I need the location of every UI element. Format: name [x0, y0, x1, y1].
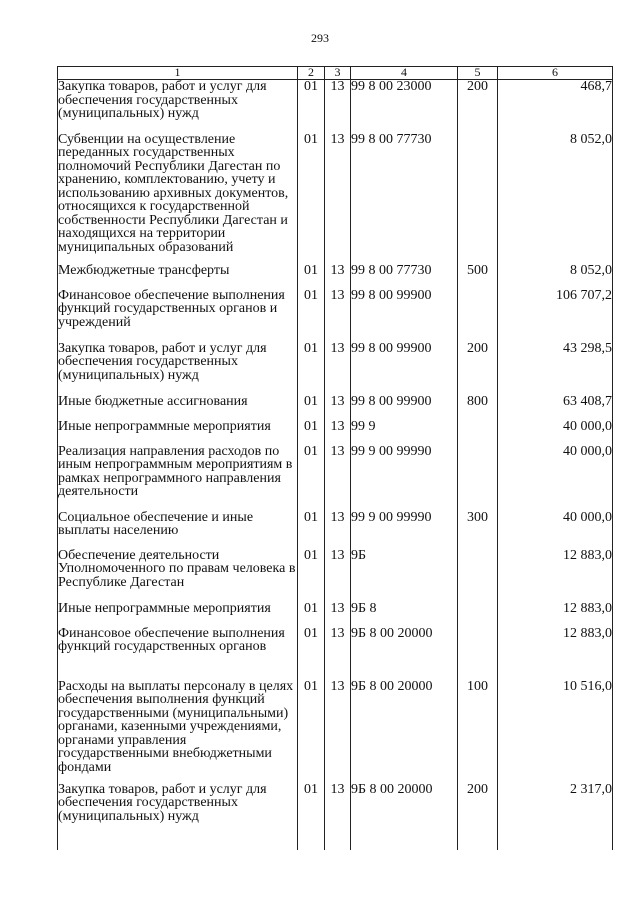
- subsection-code: 13: [325, 511, 351, 549]
- expense-type: 300: [458, 511, 498, 549]
- section-code: 01: [298, 289, 325, 342]
- table-row: [58, 511, 613, 549]
- row-name: Иные непрограммные мероприятия: [58, 602, 298, 627]
- expense-type: 100: [458, 680, 498, 783]
- subsection-code: 13: [325, 289, 351, 342]
- subsection-code: 13: [325, 420, 351, 445]
- subsection-code: 13: [325, 549, 351, 602]
- row-name: Финансовое обеспечение выполнения функций государственных органов: [58, 627, 298, 680]
- row-name: Расходы на выплаты персоналу в целях обеспечения выполнения функций государственными (муниципальными) органами, казенными учреждениями, органами управления государственными внебюджетными фондами: [58, 680, 298, 783]
- amount: 8 052,0: [498, 264, 613, 289]
- amount: 2 317,0: [498, 783, 613, 851]
- subsection-code: 13: [325, 783, 351, 851]
- amount: 8 052,0: [498, 133, 613, 264]
- table-row: [58, 289, 613, 342]
- target-code: 99 8 00 99900: [351, 289, 458, 342]
- target-code: 99 9: [351, 420, 458, 445]
- table-row: [58, 549, 613, 602]
- target-code: 9Б 8 00 20000: [351, 627, 458, 680]
- subsection-code: 13: [325, 627, 351, 680]
- subsection-code: 13: [325, 342, 351, 395]
- row-name: Закупка товаров, работ и услуг для обеспечения государственных (муниципальных) нужд: [58, 80, 298, 133]
- target-code: 9Б 8 00 20000: [351, 680, 458, 783]
- target-code: 99 8 00 99900: [351, 395, 458, 420]
- expense-type: 500: [458, 264, 498, 289]
- expense-type: [458, 445, 498, 511]
- table-row: [58, 602, 613, 627]
- expense-type: 200: [458, 342, 498, 395]
- column-header: 4: [351, 67, 458, 80]
- amount: 63 408,7: [498, 395, 613, 420]
- amount: 40 000,0: [498, 511, 613, 549]
- column-header: 5: [458, 67, 498, 80]
- expense-type: 200: [458, 783, 498, 851]
- amount: 40 000,0: [498, 445, 613, 511]
- column-number-row: [58, 67, 613, 80]
- target-code: 9Б 8: [351, 602, 458, 627]
- section-code: 01: [298, 602, 325, 627]
- expense-type: [458, 133, 498, 264]
- target-code: 99 9 00 99990: [351, 445, 458, 511]
- target-code: 99 8 00 99900: [351, 342, 458, 395]
- section-code: 01: [298, 80, 325, 133]
- subsection-code: 13: [325, 395, 351, 420]
- amount: 40 000,0: [498, 420, 613, 445]
- target-code: 9Б: [351, 549, 458, 602]
- expense-type: 800: [458, 395, 498, 420]
- table-row: [58, 395, 613, 420]
- target-code: 99 8 00 77730: [351, 264, 458, 289]
- amount: 10 516,0: [498, 680, 613, 783]
- row-name: Субвенции на осуществление переданных государственных полномочий Республики Дагестан по хранению, комплектованию, учету и использованию архивных документов, относящихся к государственной собственности Республики Дагестан и находящихся на территории муниципальных образований: [58, 133, 298, 264]
- row-name: Финансовое обеспечение выполнения функций государственных органов и учреждений: [58, 289, 298, 342]
- page-number: 293: [311, 31, 329, 45]
- section-code: 01: [298, 395, 325, 420]
- column-header: 1: [58, 67, 298, 80]
- table-row: [58, 627, 613, 680]
- target-code: 99 9 00 99990: [351, 511, 458, 549]
- expense-type: [458, 602, 498, 627]
- section-code: 01: [298, 420, 325, 445]
- expense-type: [458, 627, 498, 680]
- amount: 468,7: [498, 80, 613, 133]
- amount: 43 298,5: [498, 342, 613, 395]
- section-code: 01: [298, 445, 325, 511]
- table-row: [58, 264, 613, 289]
- row-name: Иные непрограммные мероприятия: [58, 420, 298, 445]
- subsection-code: 13: [325, 680, 351, 783]
- table-row: [58, 133, 613, 264]
- expense-type: 200: [458, 80, 498, 133]
- section-code: 01: [298, 511, 325, 549]
- amount: 12 883,0: [498, 602, 613, 627]
- table-row: [58, 680, 613, 783]
- target-code: 9Б 8 00 20000: [351, 783, 458, 851]
- table-row: [58, 783, 613, 851]
- expense-type: [458, 420, 498, 445]
- budget-table: [57, 66, 613, 850]
- table-body: [58, 80, 613, 851]
- row-name: Социальное обеспечение и иные выплаты населению: [58, 511, 298, 549]
- amount: 12 883,0: [498, 549, 613, 602]
- row-name: Межбюджетные трансферты: [58, 264, 298, 289]
- column-header: 3: [325, 67, 351, 80]
- expense-type: [458, 289, 498, 342]
- subsection-code: 13: [325, 80, 351, 133]
- target-code: 99 8 00 23000: [351, 80, 458, 133]
- target-code: 99 8 00 77730: [351, 133, 458, 264]
- row-name: Закупка товаров, работ и услуг для обеспечения государственных (муниципальных) нужд: [58, 783, 298, 851]
- row-name: Закупка товаров, работ и услуг для обеспечения государственных (муниципальных) нужд: [58, 342, 298, 395]
- column-header: 6: [498, 67, 613, 80]
- row-name: Иные бюджетные ассигнования: [58, 395, 298, 420]
- section-code: 01: [298, 549, 325, 602]
- row-name: Реализация направления расходов по иным непрограммным мероприятиям в рамках непрограммного направления деятельности: [58, 445, 298, 511]
- column-header: 2: [298, 67, 325, 80]
- section-code: 01: [298, 133, 325, 264]
- amount: 106 707,2: [498, 289, 613, 342]
- section-code: 01: [298, 680, 325, 783]
- subsection-code: 13: [325, 445, 351, 511]
- row-name: Обеспечение деятельности Уполномоченного по правам человека в Республике Дагестан: [58, 549, 298, 602]
- subsection-code: 13: [325, 602, 351, 627]
- subsection-code: 13: [325, 264, 351, 289]
- section-code: 01: [298, 627, 325, 680]
- table-row: [58, 445, 613, 511]
- section-code: 01: [298, 264, 325, 289]
- subsection-code: 13: [325, 133, 351, 264]
- section-code: 01: [298, 783, 325, 851]
- expense-type: [458, 549, 498, 602]
- table-row: [58, 342, 613, 395]
- table-row: [58, 420, 613, 445]
- table-row: [58, 80, 613, 133]
- section-code: 01: [298, 342, 325, 395]
- amount: 12 883,0: [498, 627, 613, 680]
